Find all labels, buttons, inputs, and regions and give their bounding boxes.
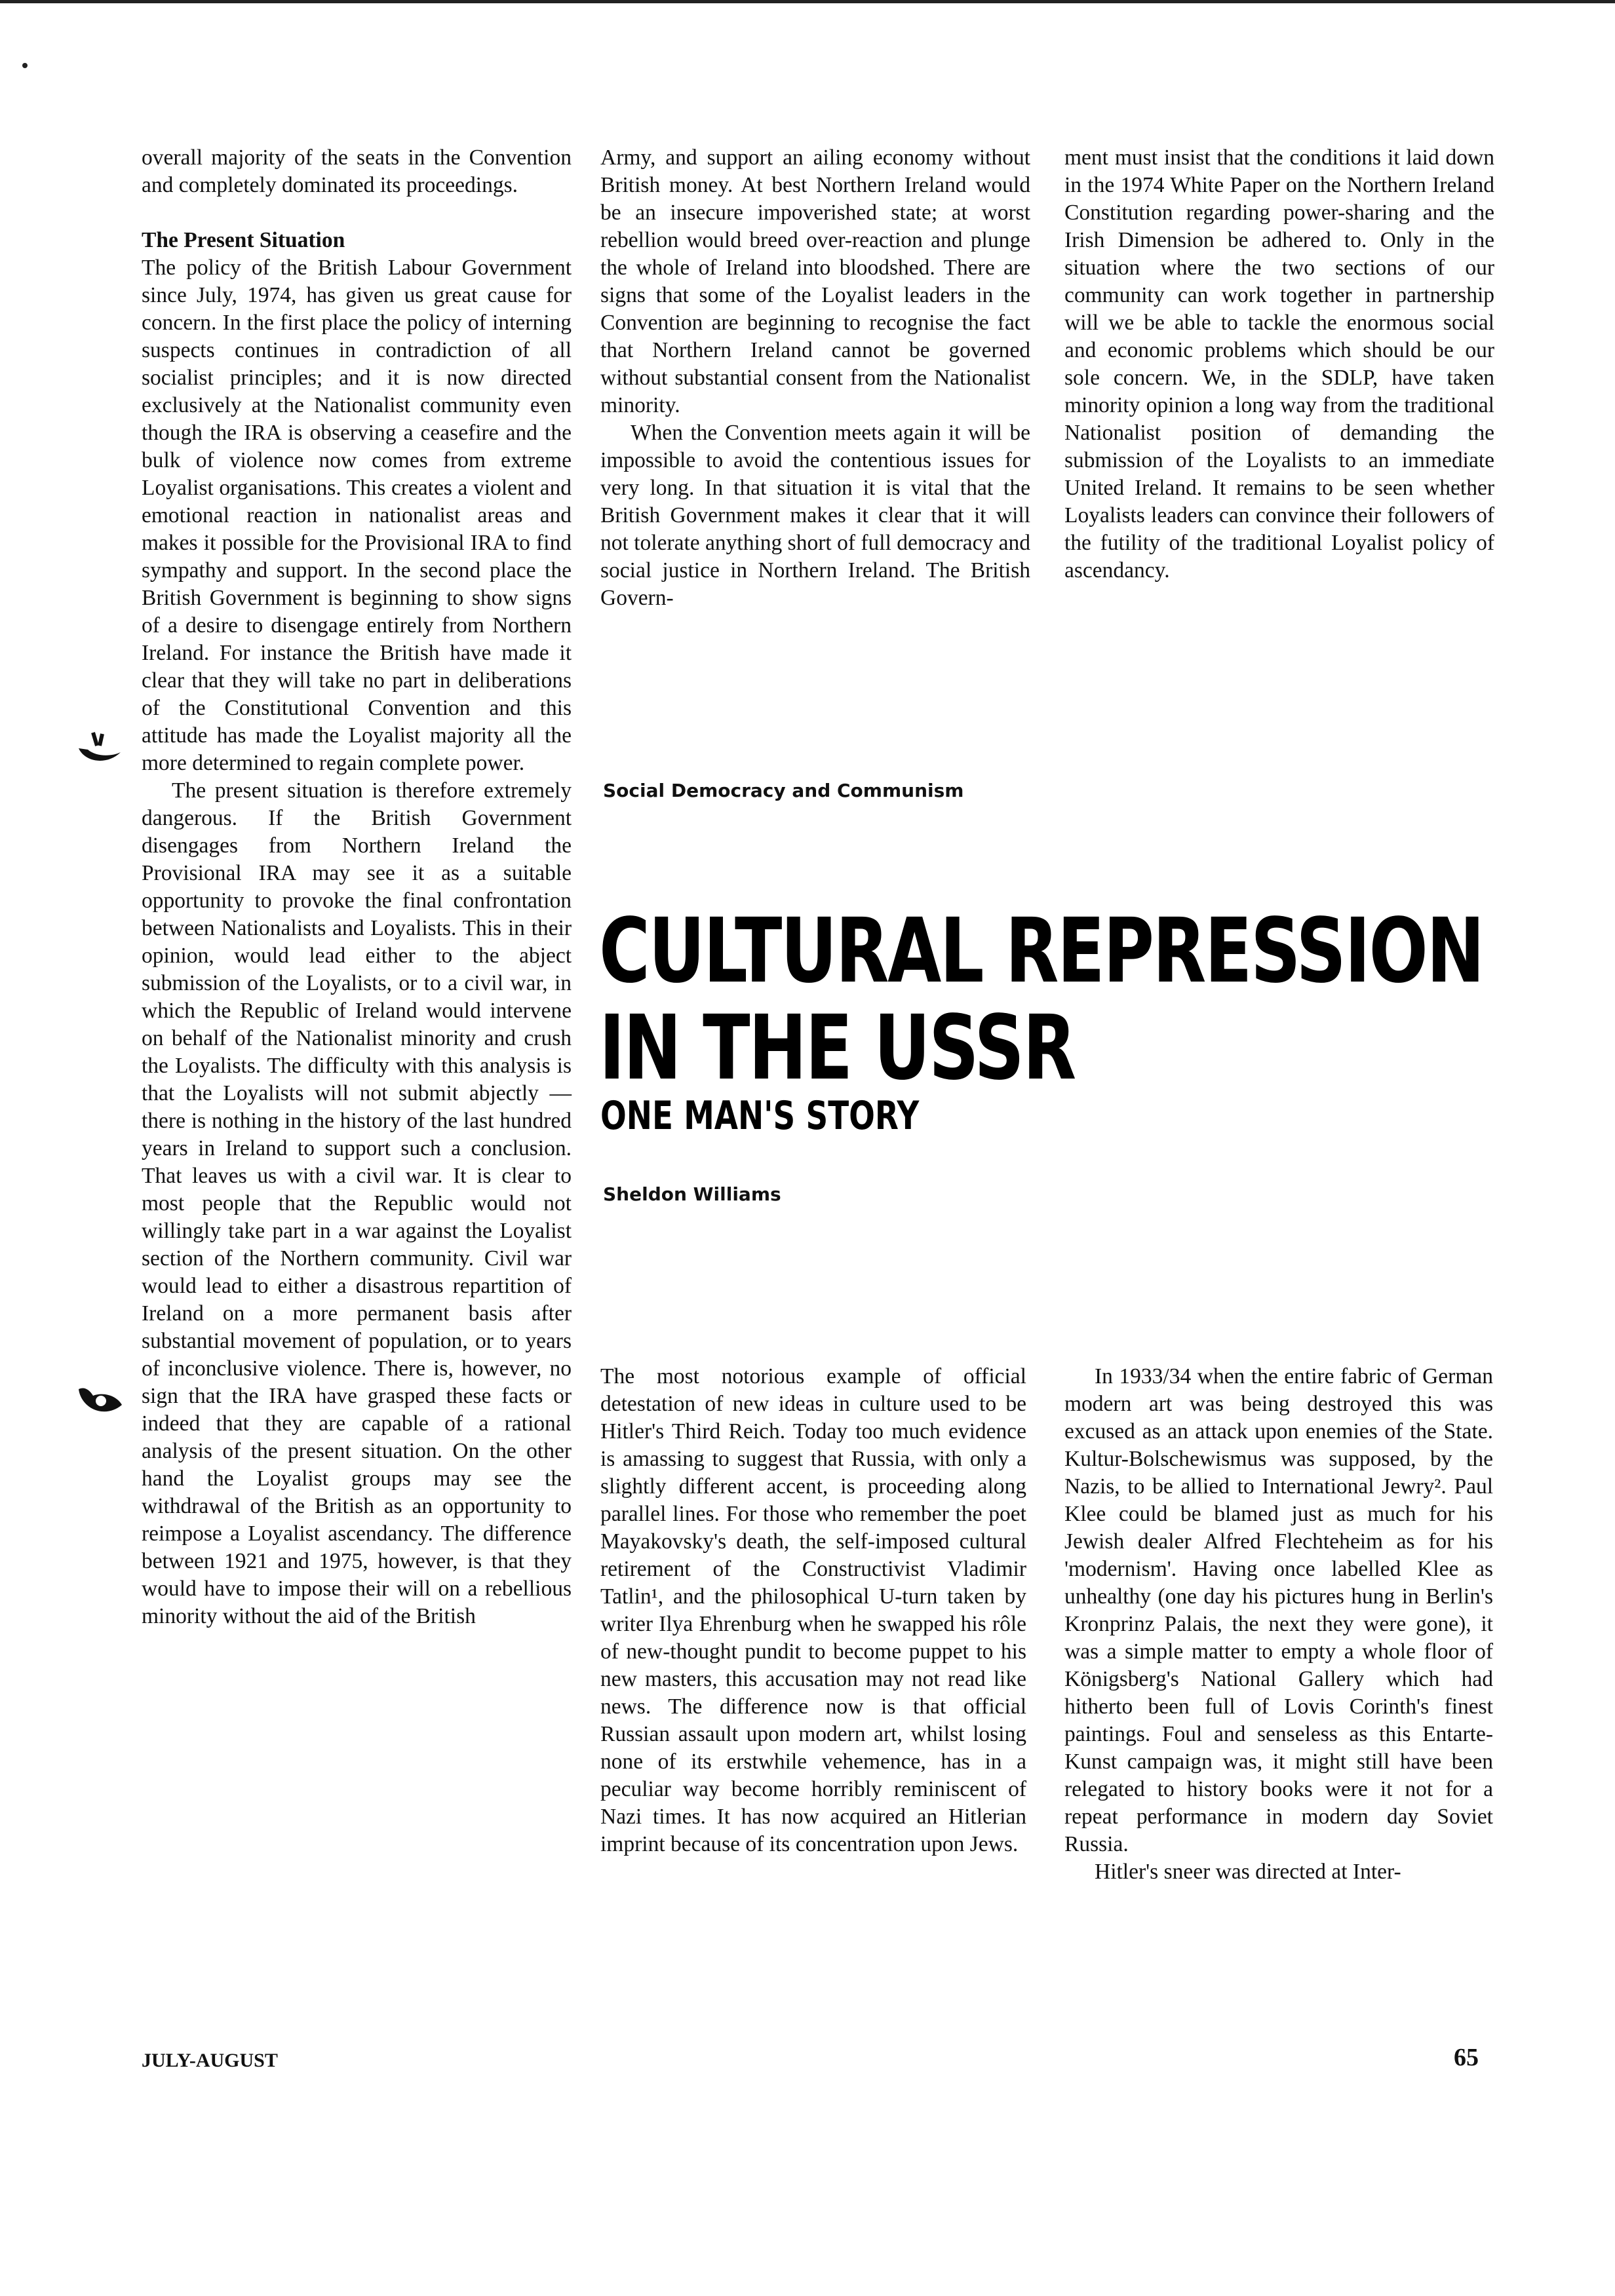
- body-paragraph: The policy of the British Labour Government since July, 1974, has given us great cause for concern. In the first place the policy of interning suspects continues in contradiction of all socialist principles; and it is now directed exclusively at the Nationalist community even though the IRA is observing a ceasefire and the bulk of violence now comes from extreme Loyalist organisations. This creates a violent and emotional reaction in nationalist areas and makes it possible for the Provisional IRA to find sympathy and support. In the second place the British Government is beginning to show signs of a desire to disengage entirely from Northern Ireland. For instance the British have made it clear that they will take no part in deliberations of the Constitutional Convention and this attitude has made the Loyalist majority all the more determined to regain complete power.: [142, 256, 572, 775]
- article-title-line-2: IN THE USSR: [599, 997, 1075, 1100]
- body-paragraph: Army, and support an ailing economy without British money. At best Northern Ireland would be an insecure impoverished state; at worst rebellion would breed over-reaction and plunge the whole of Ireland into bloodshed. There are signs that some of the Loyalist leaders in the Convention are beginning to recognise the fact that Northern Ireland cannot be governed without substantial consent from the Nationalist minority.: [600, 145, 1030, 417]
- body-paragraph: In 1933/34 when the entire fabric of German modern art was being destroyed this was excused as an attack upon enemies of the State. Kultur-Bolschewismus was supposed, by the Nazis, to be allied to International Jewry². Paul Klee could be blamed just as much for his Jewish dealer Alfred Flechteheim as for his 'modernism'. Having once labelled Klee as unhealthy (one day his pictures hung in Berlin's Kronprinz Palais, the next they were gone), it was a simple matter to empty a whole floor of Königsberg's National Gallery which had hitherto been full of Lovis Corinth's finest paintings. Foul and senseless as this Entarte-Kunst campaign was, it might still have been relegated to history books were it not for a repeat performance in modern day Soviet Russia.: [1064, 1364, 1493, 1856]
- article-subtitle: ONE MAN'S STORY: [600, 1093, 920, 1139]
- issue-label: JULY-AUGUST: [142, 2050, 278, 2071]
- column-2: [600, 144, 1030, 612]
- column-3: [1064, 144, 1494, 584]
- column-4: [600, 1363, 1026, 1858]
- top-rule: [0, 0, 1615, 3]
- section-heading: The Present Situation: [142, 228, 345, 252]
- body-paragraph: When the Convention meets again it will be impossible to avoid the contentious issues for very long. In that situation it is vital that the British Government makes it clear that it will not tolerate anything short of full democracy and social justice in Northern Ireland. The British Govern-: [600, 421, 1030, 610]
- ink-speck: [18, 59, 31, 72]
- article-author: Sheldon Williams: [603, 1183, 781, 1205]
- body-paragraph: Hitler's sneer was directed at Inter-: [1095, 1860, 1401, 1884]
- column-1: [142, 144, 572, 1630]
- article-title-line-1: CULTURAL REPRESSION: [599, 900, 1483, 1003]
- punch-hole-mark: [73, 726, 126, 772]
- column-5: [1064, 1363, 1493, 1886]
- body-paragraph: ment must insist that the conditions it laid down in the 1974 White Paper on the Northern Ireland Constitution regarding power-sharing and the Irish Dimension be adhered to. Only in the situation where the two sections of our community can work together in partnership will we be able to tackle the enormous social and economic problems which should be our sole concern. We, in the SDLP, have taken minority opinion a long way from the traditional Nationalist position of demanding the submission of the Loyalists to an immediate United Ireland. It remains to be seen whether Loyalists leaders can convince their followers of the futility of the traditional Loyalist policy of ascendancy.: [1064, 145, 1494, 583]
- page-number: 65: [1454, 2044, 1479, 2071]
- body-paragraph: overall majority of the seats in the Convention and completely dominated its proceedings.: [142, 145, 572, 197]
- body-paragraph: The most notorious example of official detestation of new ideas in culture used to be Hitler's Third Reich. Today too much evidence is amassing to suggest that Russia, with only a slightly different accent, is proceeding along parallel lines. For those who remember the poet Mayakovsky's death, the self-imposed cultural retirement of the Constructivist Vladimir Tatlin¹, and the philosophical U-turn taken by writer Ilya Ehrenburg when he swapped his rôle of new-thought pundit to become puppet to his new masters, this accusation may not read like news. The difference now is that official Russian assault upon modern art, whilst losing none of its erstwhile vehemence, has in a peculiar way become horribly reminiscent of Nazi times. It has now acquired an Hitlerian imprint because of its concentration upon Jews.: [600, 1364, 1026, 1856]
- body-paragraph: The present situation is therefore extremely dangerous. If the British Government disengages from Northern Ireland the Provisional IRA may see it as a suitable opportunity to provoke the final confrontation between Nationalists and Loyalists. This in their opinion, would lead either to the abject submission of the Loyalists, or to a civil war, in which the Republic of Ireland would intervene on behalf of the Nationalist minority and crush the Loyalists. The difficulty with this analysis is that the Loyalists will not submit abjectly — there is nothing in the history of the last hundred years in Ireland to support such a conclusion. That leaves us with a civil war. It is clear to most people that the Republic would not willingly take part in a war against the Loyalist section of the Northern community. Civil war would lead to either a disastrous repartition of Ireland on a more permanent basis after substantial movement of population, or to years of inconclusive violence. There is, however, no sign that the IRA have grasped these facts or indeed that they are capable of a rational analysis of the present situation. On the other hand the Loyalist groups may see the withdrawal of the British as an opportunity to reimpose a Loyalist ascendancy. The difference between 1921 and 1975, however, is that they would have to impose their will on a rebellious minority without the aid of the British: [142, 778, 572, 1628]
- article-kicker: Social Democracy and Communism: [603, 780, 964, 801]
- article-title: [599, 900, 1483, 1100]
- punch-hole-mark: [75, 1376, 127, 1422]
